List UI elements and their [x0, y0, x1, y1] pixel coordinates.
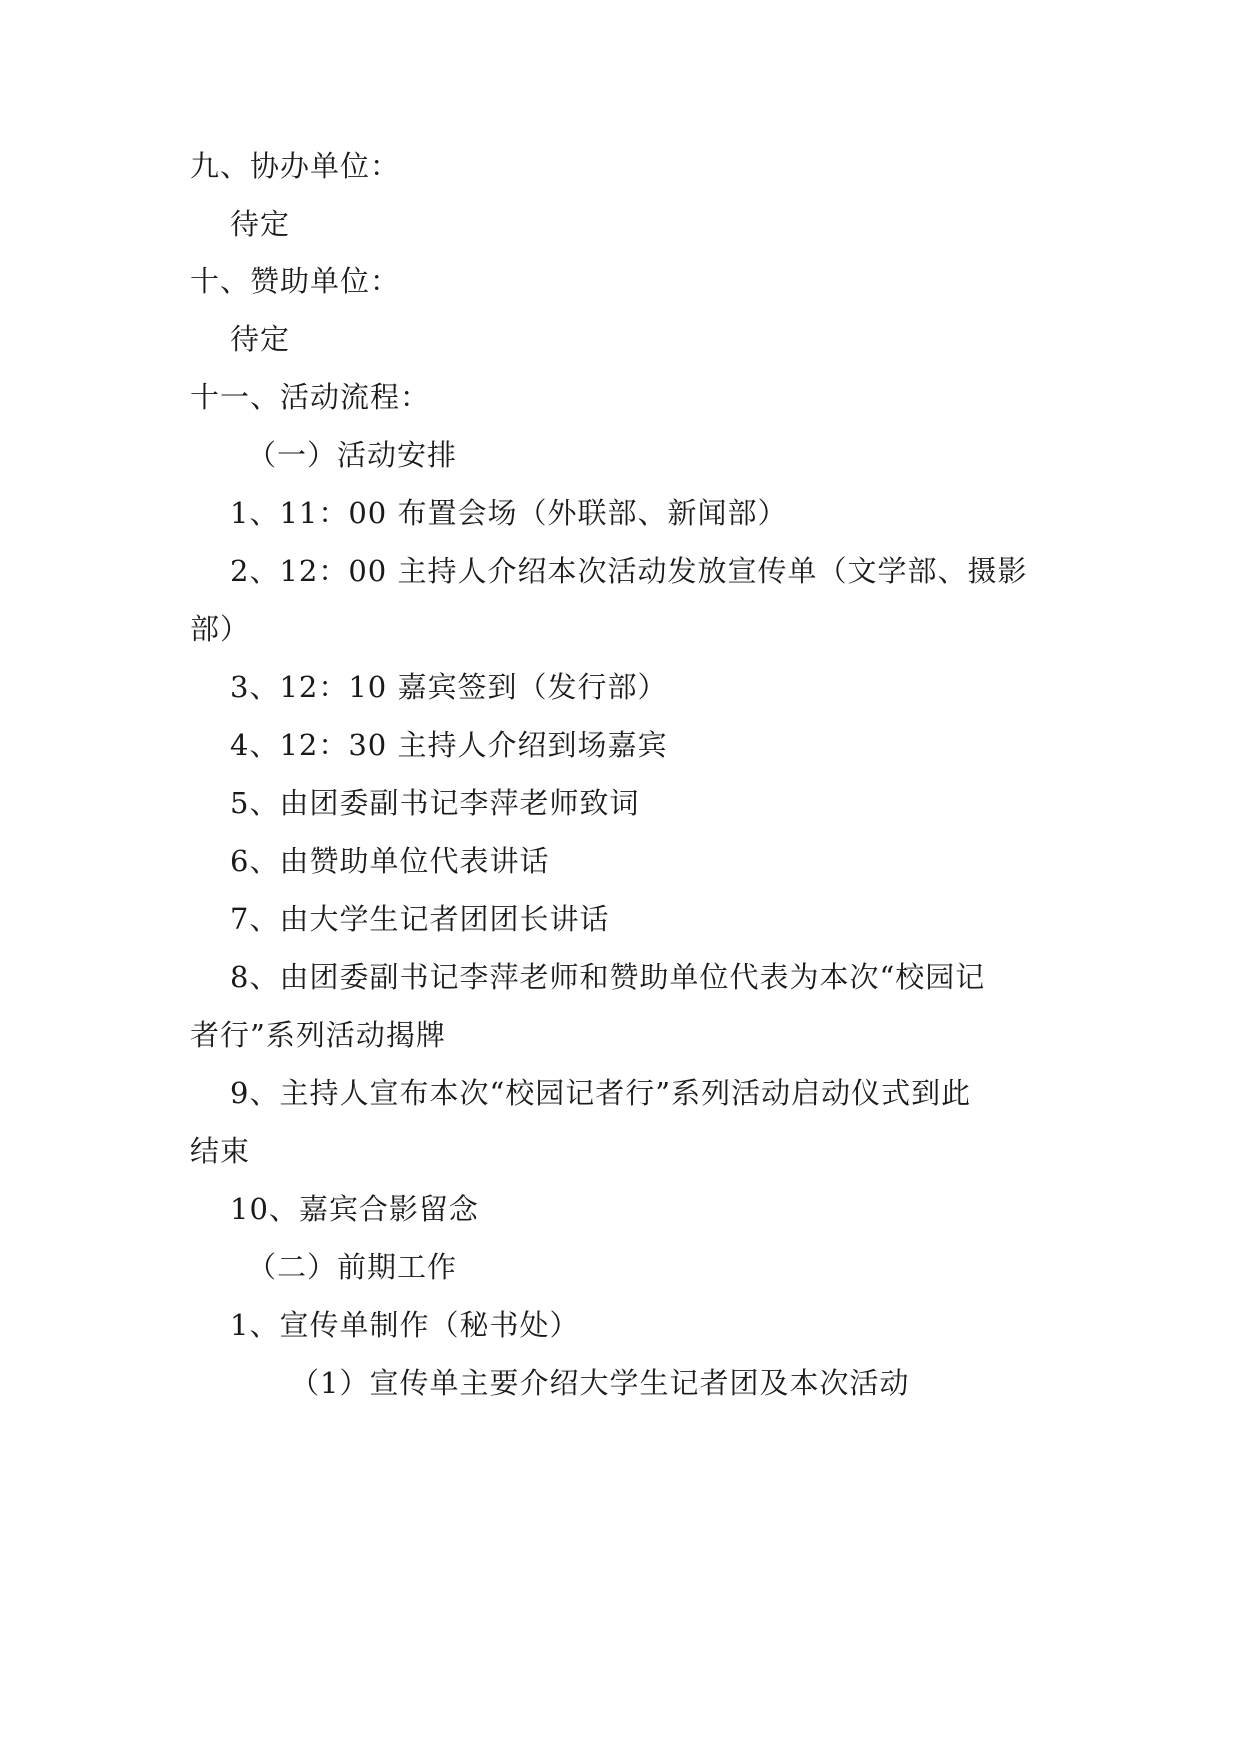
- list-item-continuation: 者行”系列活动揭牌: [190, 1018, 446, 1052]
- list-item: 10、嘉宾合影留念: [230, 1192, 479, 1226]
- sub-list-item: （1）宣传单主要介绍大学生记者团及本次活动: [290, 1366, 910, 1400]
- subsection-2-heading: （二）前期工作: [247, 1250, 458, 1284]
- list-item: 1、宣传单制作（秘书处）: [230, 1308, 580, 1342]
- section-10-heading: 十、赞助单位：: [190, 264, 401, 298]
- subsection-1-heading: （一）活动安排: [247, 438, 458, 472]
- list-item: 3、12：10 嘉宾签到（发行部）: [230, 670, 668, 704]
- list-item: 8、由团委副书记李萍老师和赞助单位代表为本次“校园记: [230, 960, 986, 994]
- list-item: 4、12：30 主持人介绍到场嘉宾: [230, 728, 668, 762]
- list-item: 1、11：00 布置会场（外联部、新闻部）: [230, 496, 788, 530]
- list-item-continuation: 部）: [190, 612, 251, 646]
- section-9-body: 待定: [230, 207, 291, 241]
- section-9-heading: 九、协办单位：: [190, 149, 401, 183]
- list-item: 2、12：00 主持人介绍本次活动发放宣传单（文学部、摄影: [230, 554, 1028, 588]
- list-item: 7、由大学生记者团团长讲话: [230, 902, 610, 936]
- section-11-heading: 十一、活动流程：: [190, 380, 431, 414]
- section-10-body: 待定: [230, 322, 291, 356]
- list-item: 5、由团委副书记李萍老师致词: [230, 786, 640, 820]
- list-item: 6、由赞助单位代表讲话: [230, 844, 550, 878]
- list-item: 9、主持人宣布本次“校园记者行”系列活动启动仪式到此: [230, 1076, 972, 1110]
- list-item-continuation: 结束: [190, 1134, 251, 1168]
